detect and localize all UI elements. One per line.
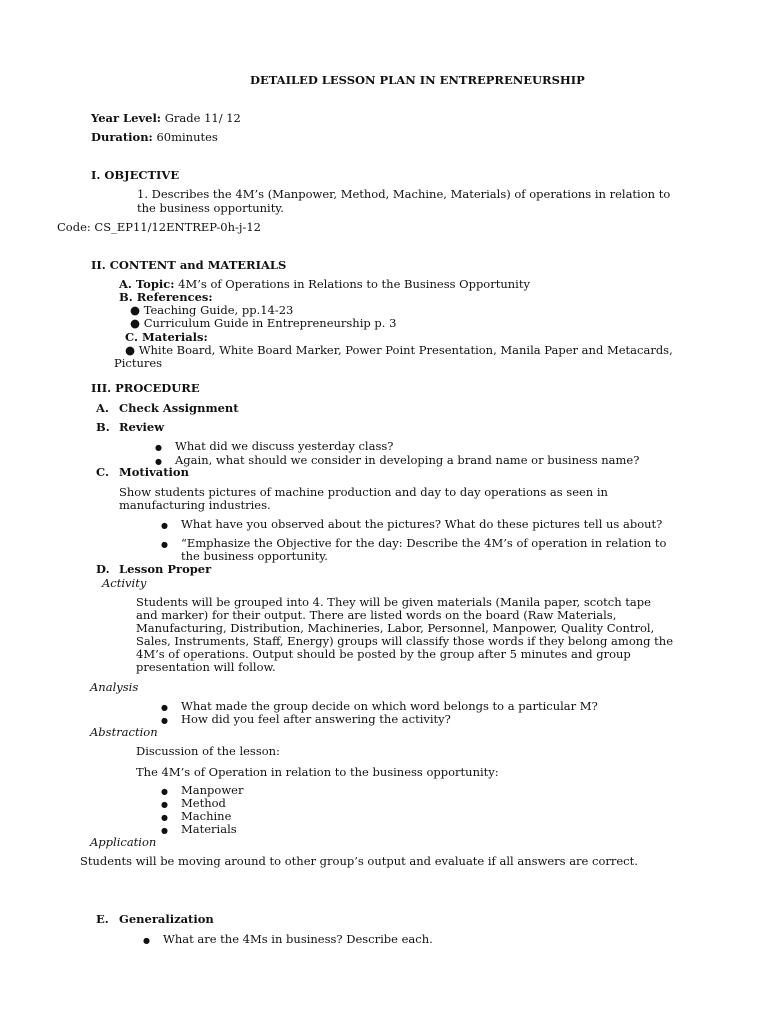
- duration-label: Duration:: [91, 130, 153, 144]
- section-a-label: Check Assignment: [119, 401, 239, 415]
- section-a-letter: A.: [96, 401, 109, 415]
- application-label: Application: [90, 835, 157, 849]
- motivation-line-1: Show students pictures of machine production and day to day operations as seen in: [119, 485, 608, 499]
- references-label: B. References:: [119, 290, 213, 304]
- four-m-item: ● Machine: [181, 810, 231, 823]
- motivation-line-2: manufacturing industries.: [119, 498, 271, 512]
- year-level-label: Year Level:: [91, 111, 162, 125]
- objective-item-line-2: the business opportunity.: [137, 201, 284, 215]
- section-d-letter: D.: [96, 562, 110, 576]
- reference-item: ● Teaching Guide, pp.14-23: [130, 303, 294, 317]
- topic-value: 4M’s of Operations in Relations to the Business Opportunity: [178, 277, 530, 291]
- review-question: ● Again, what should we consider in developing a brand name or business name?: [175, 454, 639, 467]
- section-c-letter: C.: [96, 465, 109, 479]
- motivation-question: ● What have you observed about the pictures? What do these pictures tell us about?: [181, 518, 662, 531]
- abstraction-intro: Discussion of the lesson:: [136, 744, 280, 758]
- activity-line: Sales, Instruments, Staff, Energy) groups will classify those words if they belong among the: [136, 634, 674, 648]
- section-b-letter: B.: [96, 420, 110, 434]
- year-level-line: [91, 112, 241, 125]
- analysis-question: ● How did you feel after answering the activity?: [181, 713, 451, 726]
- competency-code: Code: CS_EP11/12ENTREP-0h-j-12: [57, 220, 261, 234]
- analysis-label: Analysis: [90, 680, 139, 694]
- motivation-question-continued: the business opportunity.: [181, 549, 328, 563]
- section-c-label: Motivation: [119, 465, 189, 479]
- section-e-letter: E.: [96, 912, 109, 926]
- section-d-label: Lesson Proper: [119, 562, 212, 576]
- procedure-heading: III. PROCEDURE: [91, 381, 200, 395]
- objective-item-line-1: 1. Describes the 4M’s (Manpower, Method, Machine, Materials) of operations in relation to: [137, 187, 671, 201]
- four-m-item: ● Method: [181, 797, 226, 810]
- application-text: Students will be moving around to other group’s output and evaluate if all answers are correct.: [80, 854, 638, 868]
- four-m-item: ● Manpower: [181, 784, 243, 797]
- analysis-question: ● What made the group decide on which word belongs to a particular M?: [181, 700, 598, 713]
- content-heading: II. CONTENT and MATERIALS: [91, 258, 287, 272]
- materials-label: C. Materials:: [125, 330, 208, 344]
- generalization-question: ● What are the 4Ms in business? Describe each.: [163, 933, 433, 946]
- topic-label: A. Topic:: [119, 277, 175, 291]
- activity-line: presentation will follow.: [136, 660, 276, 674]
- activity-line: and marker) for their output. There are listed words on the board (Raw Materials,: [136, 608, 617, 622]
- abstraction-label: Abstraction: [90, 725, 158, 739]
- activity-line: Manufacturing, Distribution, Machineries, Labor, Personnel, Manpower, Quality Control,: [136, 621, 655, 635]
- activity-label: Activity: [102, 576, 147, 590]
- four-m-item: ● Materials: [181, 823, 237, 836]
- materials-line-1: ● White Board, White Board Marker, Power Point Presentation, Manila Paper and Metacards,: [125, 343, 673, 357]
- activity-line: 4M’s of operations. Output should be posted by the group after 5 minutes and group: [136, 647, 631, 661]
- section-e-label: Generalization: [119, 912, 214, 926]
- review-question: ● What did we discuss yesterday class?: [175, 440, 393, 453]
- document-title: DETAILED LESSON PLAN IN ENTREPRENEURSHIP: [250, 73, 585, 87]
- motivation-question: ● “Emphasize the Objective for the day: Describe the 4M’s of operation in relation to: [181, 537, 666, 550]
- materials-line-2: Pictures: [114, 356, 163, 370]
- duration-line: [91, 131, 218, 144]
- section-b-label: Review: [119, 420, 165, 434]
- abstraction-subtitle: The 4M’s of Operation in relation to the business opportunity:: [136, 765, 499, 779]
- year-level-value: Grade 11/ 12: [164, 111, 241, 125]
- activity-line: Students will be grouped into 4. They will be given materials (Manila paper, scotch tape: [136, 595, 651, 609]
- duration-value: 60minutes: [156, 130, 218, 144]
- objective-heading: I. OBJECTIVE: [91, 168, 180, 182]
- reference-item: ● Curriculum Guide in Entrepreneurship p. 3: [130, 316, 397, 330]
